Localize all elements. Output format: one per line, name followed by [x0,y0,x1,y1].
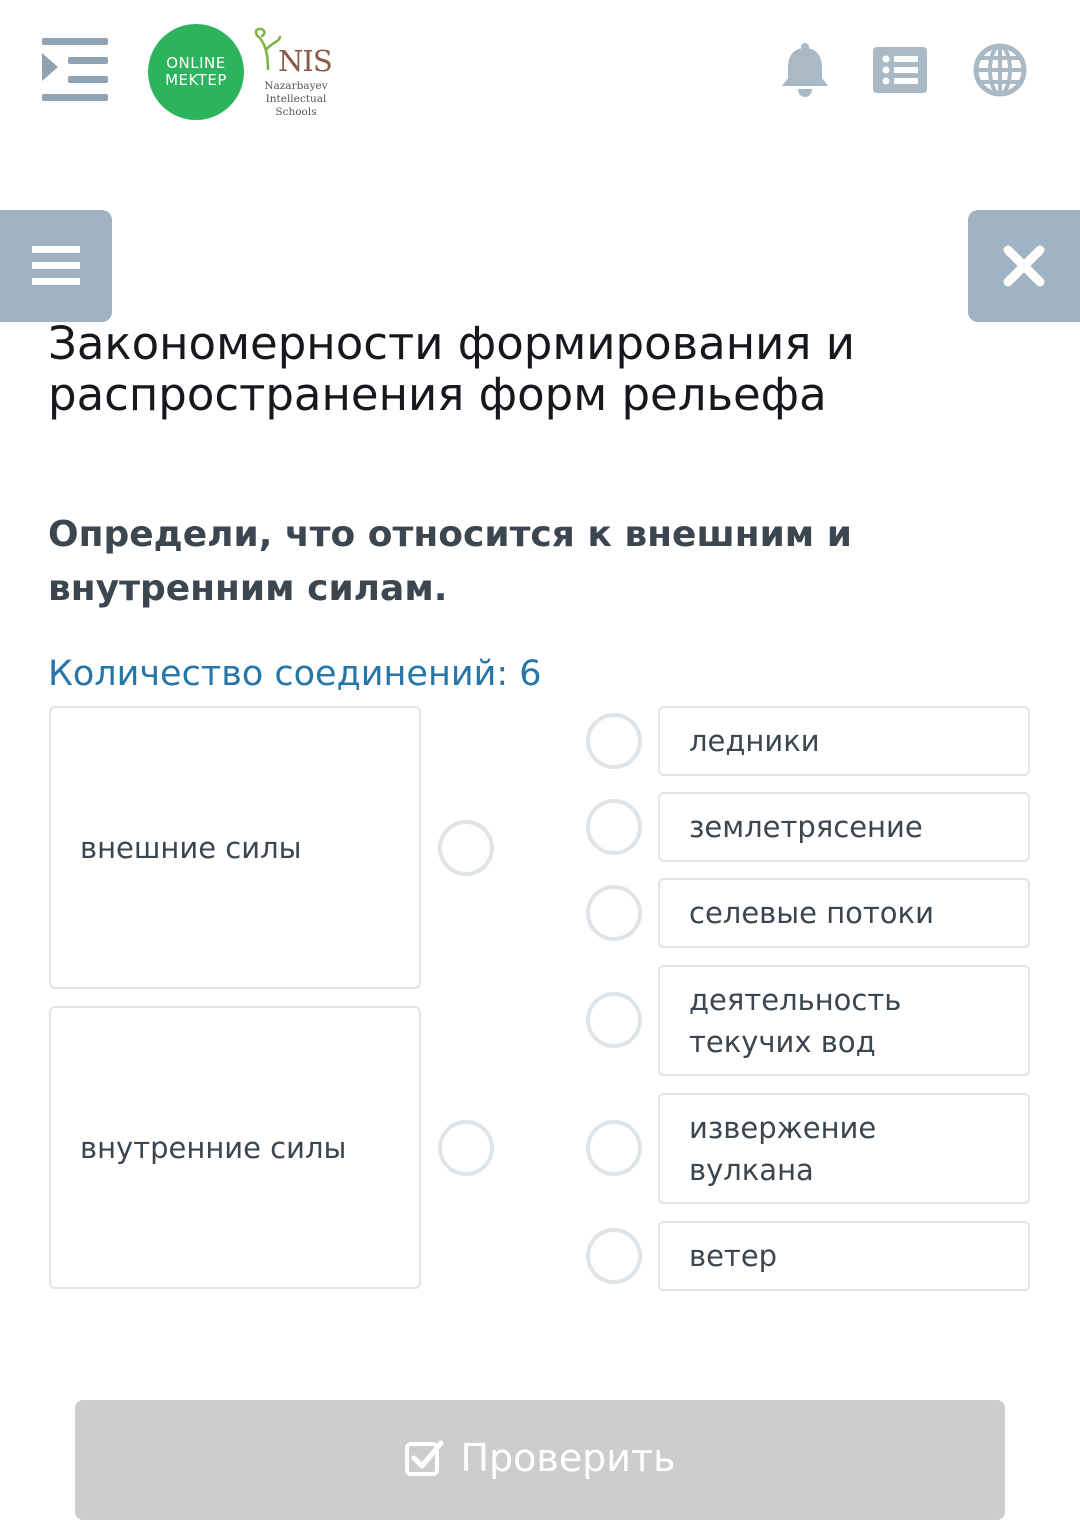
left-item-internal-forces [49,1006,421,1289]
right-item-label: извержение вулкана [689,1110,877,1187]
globe-icon [973,43,1027,97]
right-connector-6[interactable] [586,1228,642,1284]
connections-count: Количество соединений: 6 [48,654,542,694]
list-icon [873,47,927,93]
right-item-volcanic-eruption[interactable] [658,1093,1030,1204]
left-connector-1[interactable] [438,820,494,876]
check-button[interactable] [75,1400,1005,1520]
contents-list-button[interactable] [872,42,928,98]
question-text: Определи, что относится к внешним и внутренним силам. [48,514,852,609]
language-button[interactable] [972,42,1028,98]
left-connector-2[interactable] [438,1120,494,1176]
menu-indent-button[interactable] [38,36,112,106]
close-button[interactable] [968,210,1080,322]
right-item-label: землетрясение [689,810,923,844]
nis-title: NIS [278,44,332,78]
right-item-label: ледники [689,724,820,758]
online-mektep-logo[interactable] [148,24,244,120]
close-icon [1003,245,1045,287]
right-item-mudflows[interactable] [658,878,1030,948]
nis-line-1: Nazarbayev [264,80,328,92]
right-item-label: селевые потоки [689,896,934,930]
right-item-glaciers[interactable] [658,706,1030,776]
nis-line-3: Schools [275,106,317,118]
left-item-external-forces [49,706,421,989]
left-item-label: внутренние силы [80,1130,347,1165]
right-connector-5[interactable] [586,1120,642,1176]
notifications-button[interactable] [777,42,833,98]
lesson-menu-button[interactable] [0,210,112,322]
nis-logo [248,26,338,118]
hamburger-icon [30,244,82,288]
right-item-wind[interactable] [658,1221,1030,1291]
nis-line-2: Intellectual [265,93,327,105]
nis-subtitle [254,80,338,119]
page-title: Закономерности формирования и распространения форм рельефа [48,317,855,421]
right-item-label: деятельность текучих вод [689,982,902,1059]
right-item-label: ветер [689,1239,778,1273]
right-connector-1[interactable] [586,713,642,769]
right-connector-2[interactable] [586,799,642,855]
right-item-running-water[interactable] [658,965,1030,1076]
menu-indent-icon [38,36,112,106]
bell-icon [779,42,831,98]
left-item-label: внешние силы [80,830,302,865]
logo-online-text: ONLINE [166,54,226,72]
logo-mektep-text: MEKTEP [165,71,227,89]
check-button-label: Проверить [460,1436,676,1480]
right-item-earthquake[interactable] [658,792,1030,862]
right-connector-3[interactable] [586,885,642,941]
checkbox-check-icon [404,1439,444,1477]
right-connector-4[interactable] [586,992,642,1048]
